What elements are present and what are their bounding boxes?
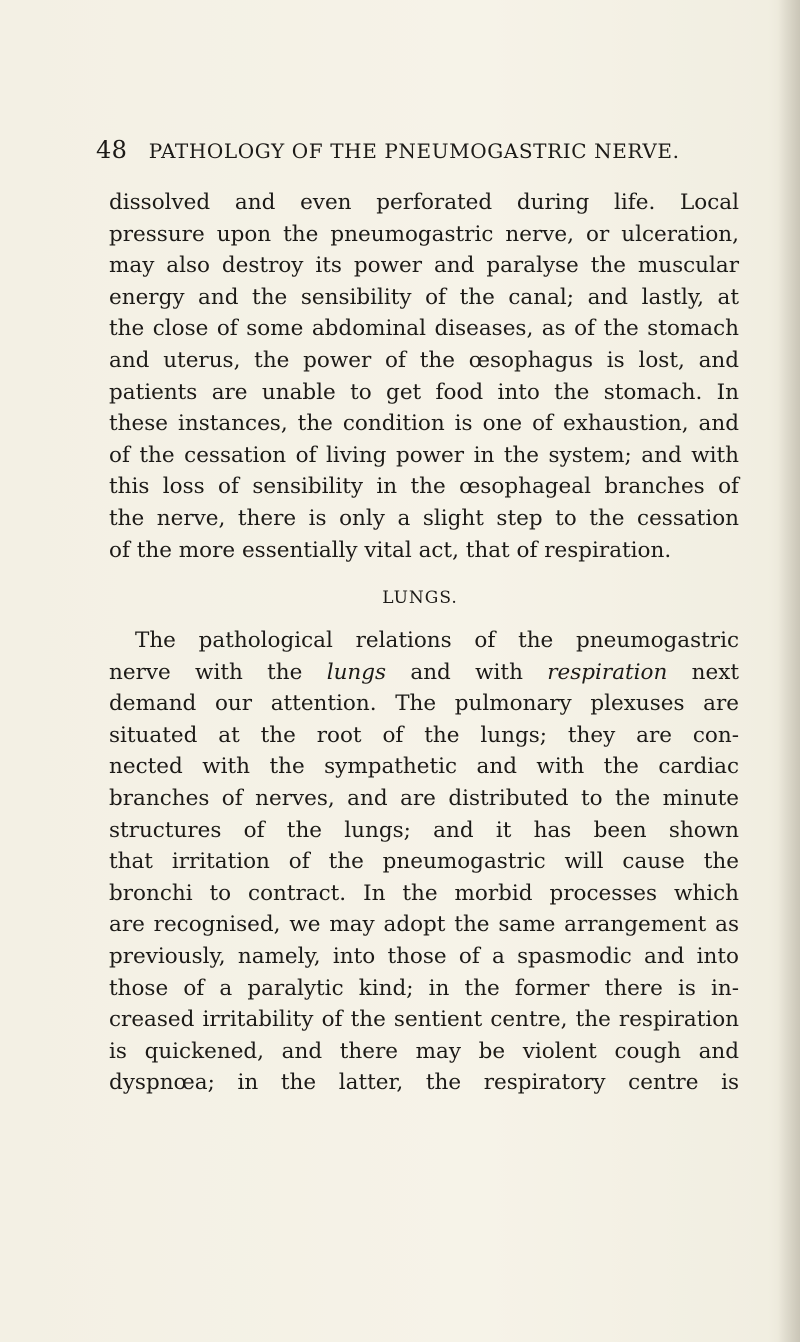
- text-line: demand our attention. The pulmonary plexuses are: [109, 691, 739, 717]
- text-line: are recognised, we may adopt the same arrangement as: [109, 912, 739, 938]
- italic-term-respiration: respiration: [547, 659, 668, 685]
- text-line: branches of nerves, and are distributed to the minute: [109, 785, 739, 811]
- text-line: pressure upon the pneumogastric nerve, or ulceration,: [109, 221, 739, 247]
- text-line: of the cessation of living power in the system; and with: [109, 442, 739, 468]
- text-line: those of a paralytic kind; in the former there is in-: [109, 975, 739, 1001]
- text-line: dissolved and even perforated during life. Local: [109, 190, 739, 215]
- text-line: situated at the root of the lungs; they are con-: [109, 722, 739, 748]
- text-line: patients are unable to get food into the stomach. In: [109, 379, 739, 405]
- text-line: and uterus, the power of the œsophagus is lost, and: [109, 347, 739, 373]
- page-number: 48: [96, 136, 128, 164]
- text-line: structures of the lungs; and it has been shown: [109, 817, 739, 843]
- text-line: these instances, the condition is one of exhaustion, and: [109, 411, 739, 437]
- running-header: [96, 136, 716, 164]
- italic-term-lungs: lungs: [326, 659, 387, 685]
- text-run: nerve with the: [109, 659, 327, 685]
- text-line-with-italics: [109, 657, 739, 689]
- text-line: is quickened, and there may be violent cough and: [109, 1038, 739, 1064]
- page-edge-shadow: [778, 0, 800, 1342]
- text-line: creased irritability of the sentient centre, the respiration: [109, 1007, 739, 1033]
- paragraph-oesophagus: [109, 187, 739, 566]
- text-line: that irritation of the pneumogastric will cause the: [109, 849, 739, 875]
- text-line: nected with the sympathetic and with the cardiac: [109, 754, 739, 780]
- text-line: of the more essentially vital act, that of respiration.: [109, 537, 672, 563]
- text-line: the close of some abdominal diseases, as of the stomach: [109, 316, 739, 342]
- text-line: may also destroy its power and paralyse the muscular: [109, 253, 739, 279]
- running-title: PATHOLOGY OF THE PNEUMOGASTRIC NERVE.: [148, 139, 680, 163]
- section-heading: LUNGS.: [382, 588, 458, 608]
- text-line: previously, namely, into those of a spasmodic and into: [109, 943, 739, 969]
- text-run: next: [667, 659, 739, 685]
- text-line: bronchi to contract. In the morbid processes which: [109, 880, 739, 906]
- paragraph-lungs: [109, 625, 739, 1099]
- text-line: energy and the sensibility of the canal; and lastly, at: [109, 284, 739, 310]
- text-line: this loss of sensibility in the œsophageal branches of: [109, 474, 739, 500]
- text-run: and with: [386, 659, 548, 685]
- text-line: dyspnœa; in the latter, the respiratory centre is: [109, 1070, 739, 1096]
- text-line: The pathological relations of the pneumogastric: [135, 628, 739, 653]
- text-line: the nerve, there is only a slight step to the cessation: [109, 505, 739, 531]
